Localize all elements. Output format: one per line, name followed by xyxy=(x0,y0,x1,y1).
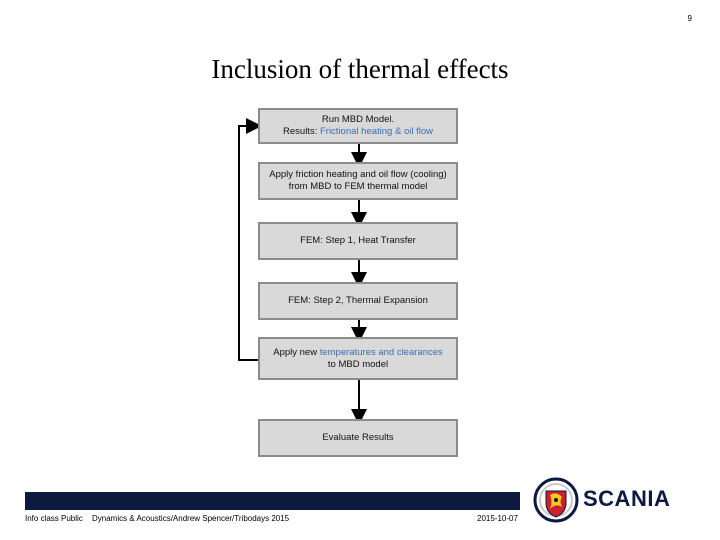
step-5-apply-temperatures-box xyxy=(258,337,458,380)
step-3-line-1: FEM: Step 1, Heat Transfer xyxy=(300,235,416,246)
step-5-highlight: temperatures and clearances xyxy=(319,346,443,358)
step-3-heat-transfer-box xyxy=(258,222,458,260)
footer-date: 2015-10-07 xyxy=(477,514,518,523)
step-4-thermal-expansion-box xyxy=(258,282,458,320)
step-5-line-2: to MBD model xyxy=(327,358,389,370)
footer-bar xyxy=(25,492,520,510)
scania-griffin-emblem-icon xyxy=(533,473,579,527)
step-2-line-1: Apply friction heating and oil flow (cooling) xyxy=(269,169,447,180)
step-2-apply-friction-box xyxy=(258,162,458,200)
page-number: 9 xyxy=(687,14,692,23)
scania-logo xyxy=(533,473,703,527)
step-5-line-1 xyxy=(273,347,443,359)
step-6-line-1: Evaluate Results xyxy=(322,432,394,443)
step-5-prefix: Apply new xyxy=(273,346,320,358)
step-1-results-highlight: Frictional heating & oil flow xyxy=(319,126,433,137)
feedback-loop-arrow xyxy=(239,126,258,360)
step-1-run-mbd-box xyxy=(258,108,458,144)
step-2-line-2: from MBD to FEM thermal model xyxy=(288,181,428,192)
slide-title: Inclusion of thermal effects xyxy=(211,54,509,84)
step-1-results-prefix: Results: xyxy=(283,126,320,137)
step-6-evaluate-results-box xyxy=(258,419,458,457)
step-1-line-2 xyxy=(283,126,433,138)
step-1-line-1: Run MBD Model. xyxy=(321,114,395,125)
footer-info-class: Info class Public xyxy=(25,514,83,523)
step-4-line-1: FEM: Step 2, Thermal Expansion xyxy=(288,295,428,306)
footer-presentation: Dynamics & Acoustics/Andrew Spencer/Tribodays 2015 xyxy=(92,514,290,523)
scania-wordmark: SCANIA xyxy=(583,486,671,511)
